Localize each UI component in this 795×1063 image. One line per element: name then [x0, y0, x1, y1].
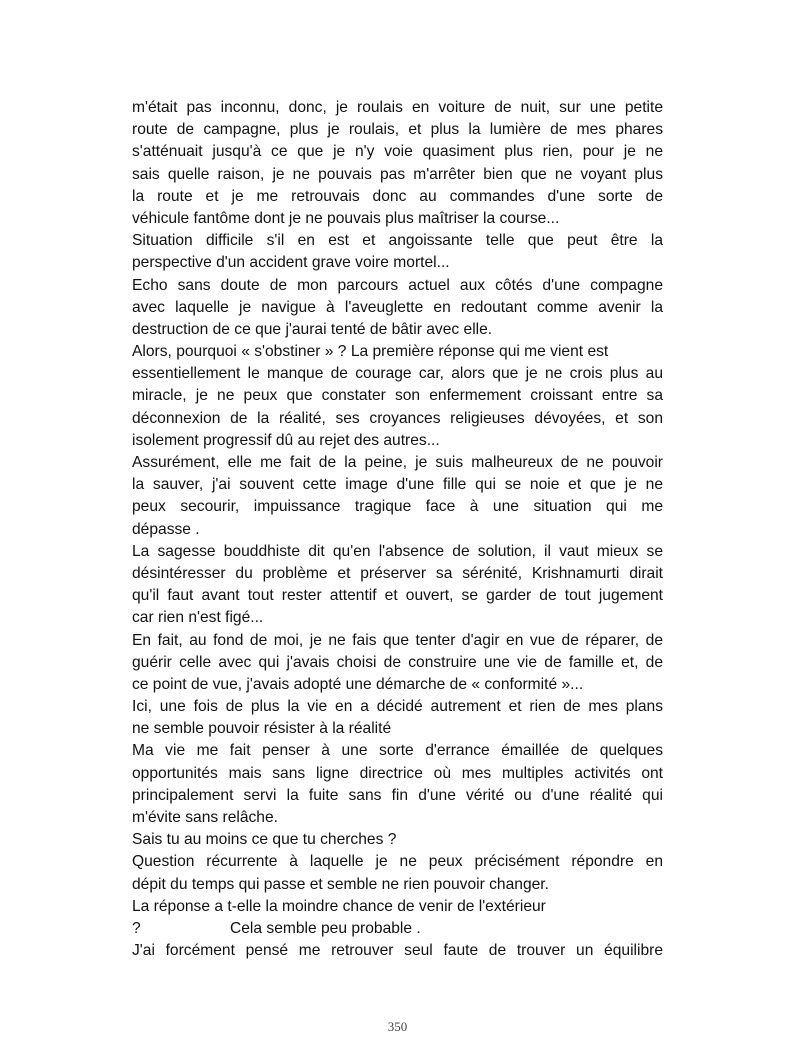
text-line: opportunités mais sans ligne directrice où mes multiples activités ont — [132, 764, 663, 782]
text-line: ne semble pouvoir résister à la réalité — [132, 720, 392, 738]
text-line: s'atténuait jusqu'à ce que je n'y voie quasiment plus rien, pour je ne — [132, 143, 663, 161]
text-line: route de campagne, plus je roulais, et plus la lumière de mes phares — [132, 121, 663, 139]
text-line: En fait, au fond de moi, je ne fais que tenter d'agir en vue de réparer, de — [132, 631, 663, 649]
page-number: 350 — [387, 1019, 408, 1034]
text-line — [132, 918, 663, 940]
text-line: Question récurrente à laquelle je ne peux précisément répondre en — [132, 853, 663, 871]
text-line: ce point de vue, j'avais adopté une démarche de « conformité »... — [132, 675, 584, 693]
text-line: perspective d'un accident grave voire mortel... — [132, 254, 450, 272]
text-line: la sauver, j'ai souvent cette image d'une fille qui se noie et que je ne — [132, 476, 663, 494]
text-line: Alors, pourquoi « s'obstiner » ? La première réponse qui me vient est — [132, 343, 609, 361]
text-line: Ici, une fois de plus la vie en a décidé autrement et rien de mes plans — [132, 698, 663, 716]
question-mark: ? — [132, 919, 141, 937]
text-line: déconnexion de la réalité, ses croyances religieuses dévoyées, et son — [132, 409, 663, 427]
text-line: destruction de ce que j'aurai tenté de bâtir avec elle. — [132, 320, 493, 338]
text-line: dépasse . — [132, 520, 200, 538]
text-line: La réponse a t-elle la moindre chance de venir de l'extérieur — [132, 897, 546, 915]
text-line: Assurément, elle me fait de la peine, je suis malheureux de ne pouvoir — [132, 454, 663, 471]
text-line: principalement servi la fuite sans fin d'une vérité ou d'une réalité qui — [132, 786, 663, 804]
text-line: guérir celle avec qui j'avais choisi de construire une vie de famille et, de — [132, 653, 663, 671]
text-line: désintéresser du problème et préserver sa sérénité, Krishnamurti dirait — [132, 564, 663, 582]
text-line: Situation difficile s'il en est et angoissante telle que peut être la — [132, 232, 663, 250]
text-line: isolement progressif dû au rejet des autres... — [132, 431, 440, 449]
text-line: qu'il faut avant tout rester attentif et ouvert, se garder de tout jugement — [132, 587, 663, 605]
text-line: Ma vie me fait penser à une sorte d'errance émaillée de quelques — [132, 742, 663, 760]
body-text — [132, 97, 663, 962]
text-line: m'évite sans relâche. — [132, 809, 278, 826]
text-line: La sagesse bouddhiste dit qu'en l'absence de solution, il vaut mieux se — [132, 542, 663, 560]
text-line: miracle, je ne peux que constater son enfermement croissant entre sa — [132, 387, 663, 405]
text-line: J'ai forcément pensé me retrouver seul faute de trouver un équilibre — [132, 942, 663, 960]
text-line-content: Cela semble peu probable . — [230, 919, 421, 937]
text-line: la route et je me retrouvais donc au commandes d'une sorte de — [132, 187, 663, 205]
text-line: dépit du temps qui passe et semble ne rien pouvoir changer. — [132, 875, 549, 893]
text-line: m'était pas inconnu, donc, je roulais en voiture de nuit, sur une petite — [132, 99, 663, 116]
text-line: véhicule fantôme dont je ne pouvais plus maîtriser la course... — [132, 209, 560, 227]
text-line: Sais tu au moins ce que tu cherches ? — [132, 831, 397, 849]
text-line: car rien n'est figé... — [132, 609, 264, 627]
text-line: essentiellement le manque de courage car, alors que je ne crois plus au — [132, 365, 663, 383]
text-line: Echo sans doute de mon parcours actuel aux côtés d'une compagne — [132, 276, 663, 294]
text-line: sais quelle raison, je ne pouvais pas m'arrêter bien que ne voyant plus — [132, 165, 663, 183]
text-line: peux secourir, impuissance tragique face à une situation qui me — [132, 498, 663, 516]
text-line: avec laquelle je navigue à l'aveuglette en redoutant comme avenir la — [132, 298, 663, 316]
